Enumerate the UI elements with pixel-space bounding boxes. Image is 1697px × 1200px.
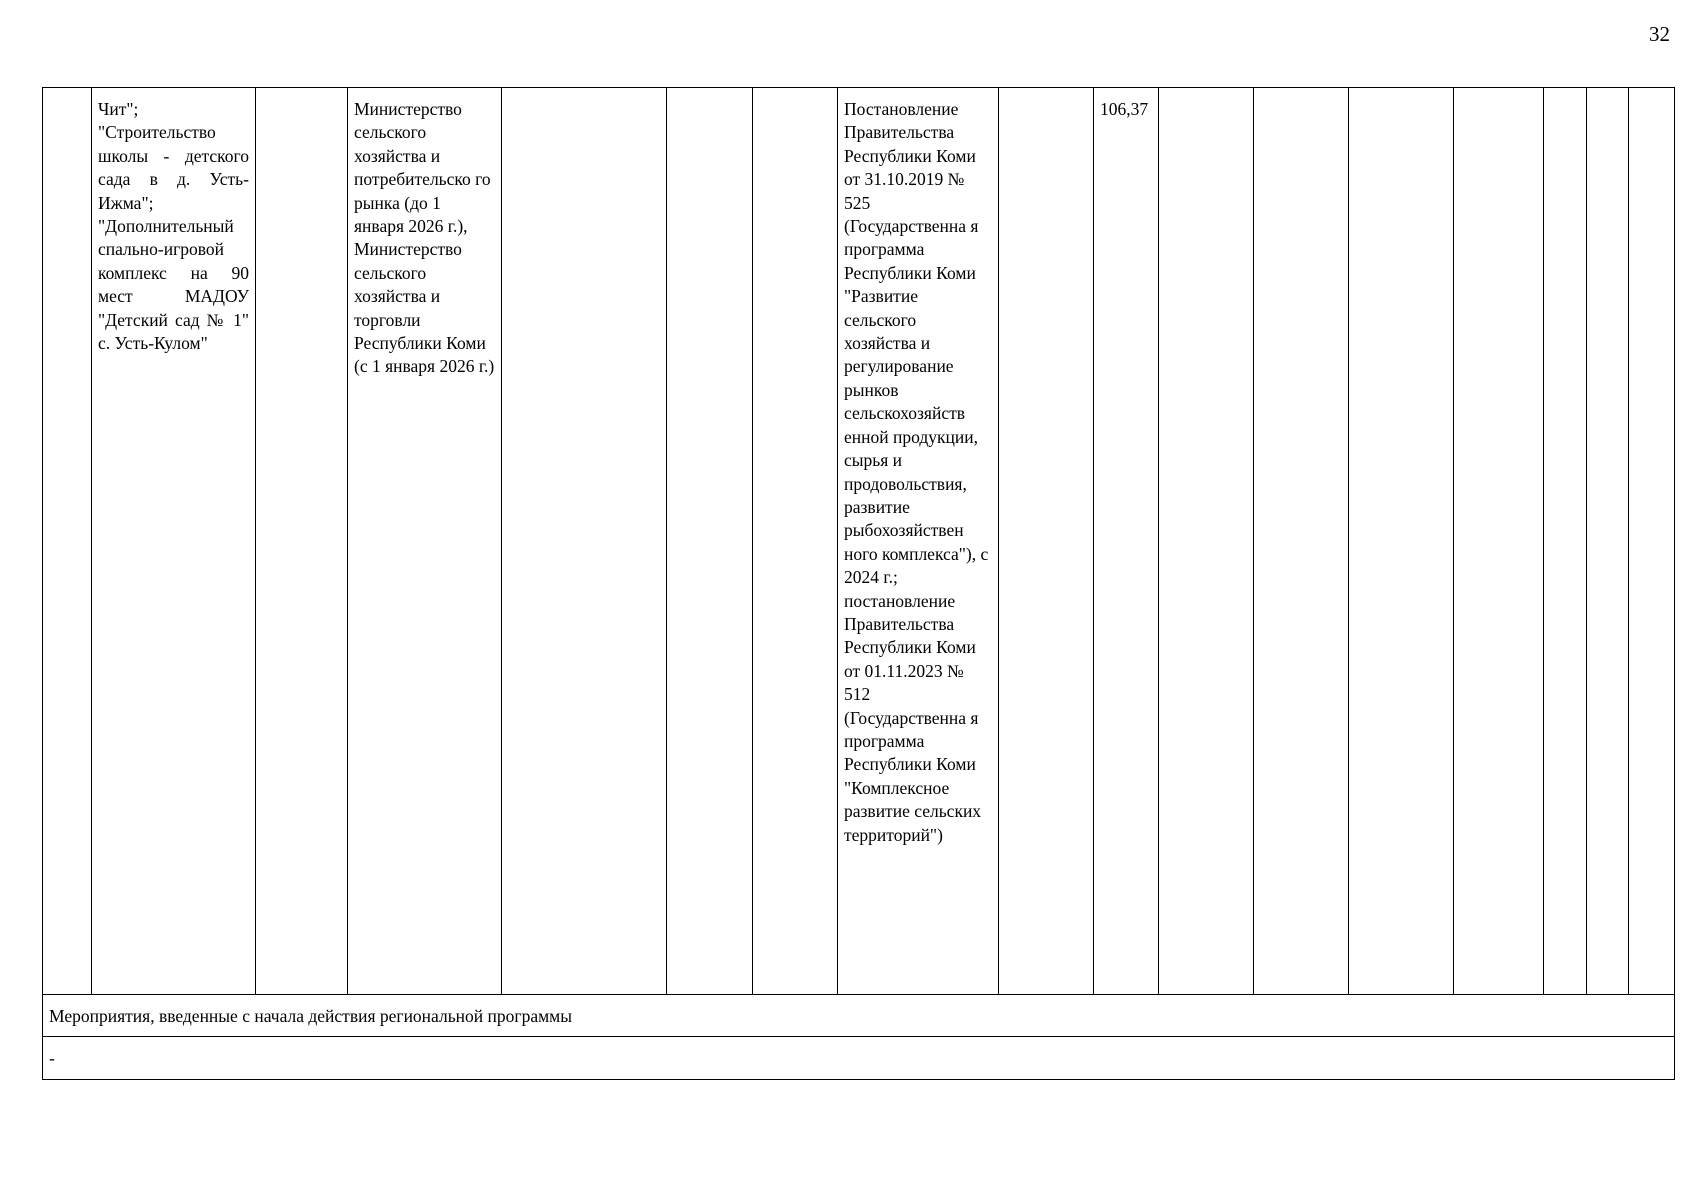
cell-responsible [348,88,502,995]
cell-empty-15 [1544,88,1587,995]
section-value-row [43,1037,1675,1079]
section-value: - [43,1037,1675,1079]
cell-empty-11 [1159,88,1254,995]
cell-empty-9 [999,88,1094,995]
cell-number [43,88,92,995]
basis-text: Постановление Правительства Республики Коми от 31.10.2019 № 525 (Государственна я программа Республики Коми "Развитие сельского хозяйства и регулирование рынков сельскохозяйств енной продукции, сырья и продовольствия, развитие рыбохозяйствен ного комплекса"), с 2024 г.; постановление Правительства Республики Коми от 01.11.2023 № 512 (Государственна я программа Республики Коми "Комплексное развитие сельских территорий") [844,99,989,845]
cell-amount [1094,88,1159,995]
cell-empty-5 [502,88,667,995]
section-title: Мероприятия, введенные с начала действия региональной программы [43,995,1675,1037]
responsible-text: Министерство сельского хозяйства и потребительско го рынка (до 1 января 2026 г.), Министерство сельского хозяйства и торговли Республики Коми (с 1 января 2026 г.) [354,99,495,377]
cell-empty-12 [1254,88,1349,995]
amount-text: 106,37 [1100,99,1149,119]
table-row [43,88,1675,995]
program-table [42,87,1675,1080]
cell-empty-6 [667,88,753,995]
cell-empty-14 [1454,88,1544,995]
cell-empty-3 [256,88,348,995]
objects-text: Чит"; "Строительство школы - детского сада в д. Усть-Ижма"; "Дополнительный спально-игровой комплекс на 90 мест МАДОУ "Детский сад № 1" с. Усть-Кулом" [98,99,249,354]
section-title-row [43,995,1675,1037]
cell-empty-13 [1349,88,1454,995]
cell-empty-7 [753,88,838,995]
cell-basis [838,88,999,995]
page-number: 32 [1649,22,1670,46]
cell-empty-17 [1629,88,1675,995]
cell-objects [92,88,256,995]
cell-empty-16 [1587,88,1629,995]
